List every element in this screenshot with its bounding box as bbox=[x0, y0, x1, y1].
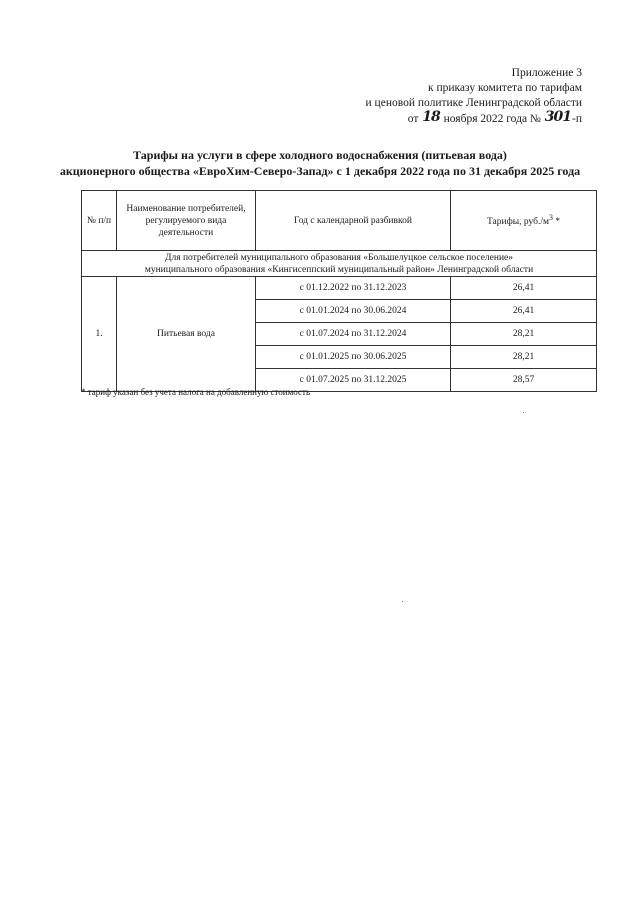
row-number: 1. bbox=[82, 277, 117, 392]
order-suffix: -п bbox=[572, 113, 582, 125]
footnote: * тариф указан без учета налога на добавленную стоимость bbox=[81, 387, 311, 397]
tariff-cell: 28,21 bbox=[451, 346, 597, 369]
row-name: Питьевая вода bbox=[117, 277, 256, 392]
table-row bbox=[82, 277, 597, 300]
group-cell bbox=[82, 251, 597, 277]
tariff-cell: 28,57 bbox=[451, 369, 597, 392]
header-tariff-sup: 3 bbox=[548, 213, 553, 223]
header-period: Год с календарной разбивкой bbox=[256, 191, 451, 251]
appendix-block bbox=[262, 66, 582, 127]
appendix-committee: и ценовой политике Ленинградской области bbox=[365, 97, 582, 109]
tariff-cell: 26,41 bbox=[451, 277, 597, 300]
group-line-1: Для потребителей муниципального образования «Большелуцкое сельское поселение» bbox=[164, 252, 513, 263]
period-cell: с 01.01.2025 по 30.06.2025 bbox=[256, 346, 451, 369]
handwritten-day: 18 bbox=[422, 109, 440, 125]
order-month-year: ноября 2022 года № bbox=[443, 113, 541, 125]
header-number: № п/п bbox=[82, 191, 117, 251]
scan-speck bbox=[402, 601, 403, 602]
title-line-2: акционерного общества «ЕвроХим-Северо-Запад» с 1 декабря 2022 года по 31 декабря 2025 года bbox=[59, 164, 581, 178]
tariff-table bbox=[81, 190, 597, 392]
period-cell: с 01.07.2025 по 31.12.2025 bbox=[256, 369, 451, 392]
tariff-cell: 26,41 bbox=[451, 300, 597, 323]
title-line-1: Тарифы на услуги в сфере холодного водоснабжения (питьевая вода) bbox=[133, 148, 507, 162]
header-name: Наименование потребителей, регулируемого вида деятельности bbox=[117, 191, 256, 251]
period-cell: с 01.07.2024 по 31.12.2024 bbox=[256, 323, 451, 346]
appendix-title: Приложение 3 bbox=[511, 67, 582, 79]
header-tariff bbox=[451, 191, 597, 251]
appendix-order-ref: к приказу комитета по тарифам bbox=[428, 82, 582, 94]
appendix-order-date bbox=[262, 111, 582, 127]
header-tariff-label: Тарифы, руб./м bbox=[486, 217, 549, 228]
period-cell: с 01.01.2024 по 30.06.2024 bbox=[256, 300, 451, 323]
document-title bbox=[40, 147, 600, 179]
handwritten-order-number: 301 bbox=[544, 109, 572, 125]
scan-speck bbox=[523, 412, 524, 413]
group-line-2: муниципального образования «Кингисеппский муниципальный район» Ленинградской области bbox=[144, 264, 534, 275]
group-row bbox=[82, 251, 597, 277]
header-tariff-mark: * bbox=[552, 217, 561, 228]
table-header-row bbox=[82, 191, 597, 251]
order-prefix: от bbox=[407, 113, 419, 125]
period-cell: с 01.12.2022 по 31.12.2023 bbox=[256, 277, 451, 300]
tariff-cell: 28,21 bbox=[451, 323, 597, 346]
